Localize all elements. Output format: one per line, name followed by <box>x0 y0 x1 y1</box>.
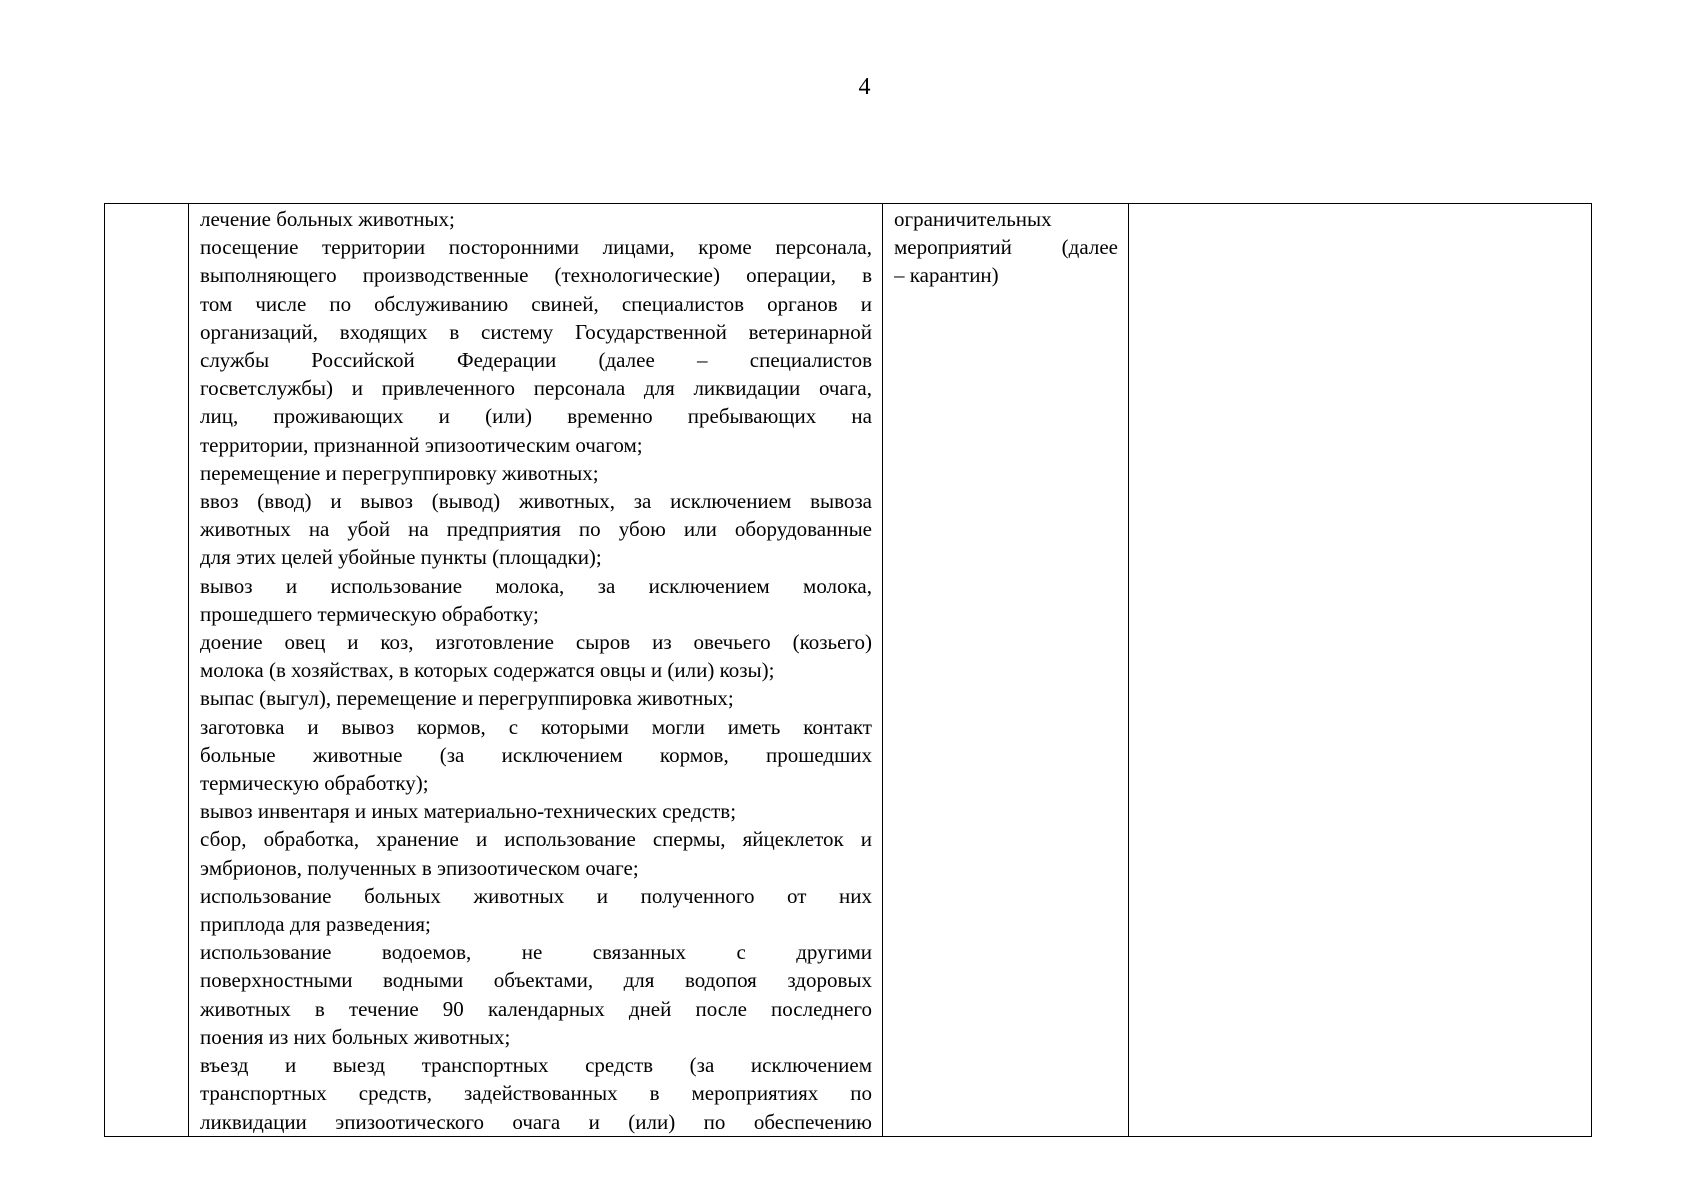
text-line: транспортных средств, задействованных в мероприятиях по <box>200 1081 872 1106</box>
table-cell-number <box>105 204 189 1137</box>
text-line: перемещение и перегруппировку животных; <box>200 460 599 485</box>
text-line: госветслужбы) и привлеченного персонала для ликвидации очага, <box>200 376 872 401</box>
text-line: животных на убой на предприятия по убою или оборудованные <box>200 517 872 542</box>
text-line: прошедшего термическую обработку; <box>200 601 539 626</box>
text-line: сбор, обработка, хранение и использование спермы, яйцеклеток и <box>200 827 872 852</box>
text-line: выпас (выгул), перемещение и перегруппировка животных; <box>200 686 734 711</box>
text-line: мероприятий (далее <box>894 235 1118 260</box>
text-line: эмбрионов, полученных в эпизоотическом очаге; <box>200 855 639 880</box>
page-number: 4 <box>858 74 871 100</box>
text-line: выполняющего производственные (технологические) операции, в <box>200 263 872 288</box>
table-cell-restrictions <box>189 204 883 1137</box>
text-line: доение овец и коз, изготовление сыров из овечьего (козьего) <box>200 630 872 655</box>
text-line: организаций, входящих в систему Государственной ветеринарной <box>200 319 872 344</box>
text-line: термическую обработку); <box>200 771 429 796</box>
text-line: службы Российской Федерации (далее – специалистов <box>200 348 872 373</box>
text-line: заготовка и вывоз кормов, с которыми могли иметь контакт <box>200 714 872 739</box>
restrictions-text <box>189 205 882 1136</box>
text-line: ввоз (ввод) и вывоз (вывод) животных, за исключением вывоза <box>200 489 872 514</box>
text-line: больные животные (за исключением кормов, прошедших <box>200 742 872 767</box>
text-line: использование водоемов, не связанных с другими <box>200 940 872 965</box>
text-line: приплода для разведения; <box>200 912 431 937</box>
text-line: том числе по обслуживанию свиней, специалистов органов и <box>200 291 872 316</box>
restrictions-table <box>104 203 1592 1137</box>
text-line: посещение территории посторонними лицами, кроме персонала, <box>200 235 872 260</box>
text-line: въезд и выезд транспортных средств (за исключением <box>200 1053 872 1078</box>
text-line: вывоз инвентаря и иных материально-технических средств; <box>200 799 737 824</box>
text-line: вывоз и использование молока, за исключением молока, <box>200 573 872 598</box>
text-line: – карантин) <box>894 263 999 288</box>
table-cell-measures <box>883 204 1129 1137</box>
table-cell-notes <box>1129 204 1592 1137</box>
table-row <box>105 204 1592 1137</box>
text-line: территории, признанной эпизоотическим очагом; <box>200 432 643 457</box>
text-line: поения из них больных животных; <box>200 1024 511 1049</box>
text-line: использование больных животных и полученного от них <box>200 883 872 908</box>
text-line: поверхностными водными объектами, для водопоя здоровых <box>200 968 872 993</box>
measures-text <box>883 205 1128 290</box>
text-line: молока (в хозяйствах, в которых содержатся овцы и (или) козы); <box>200 658 775 683</box>
text-line: лиц, проживающих и (или) временно пребывающих на <box>200 404 872 429</box>
text-line: для этих целей убойные пункты (площадки); <box>200 545 602 570</box>
text-line: ограничительных <box>894 207 1052 231</box>
text-line: лечение больных животных; <box>200 207 455 231</box>
text-line: ликвидации эпизоотического очага и (или) по обеспечению <box>200 1109 872 1134</box>
text-line: животных в течение 90 календарных дней после последнего <box>200 996 872 1021</box>
